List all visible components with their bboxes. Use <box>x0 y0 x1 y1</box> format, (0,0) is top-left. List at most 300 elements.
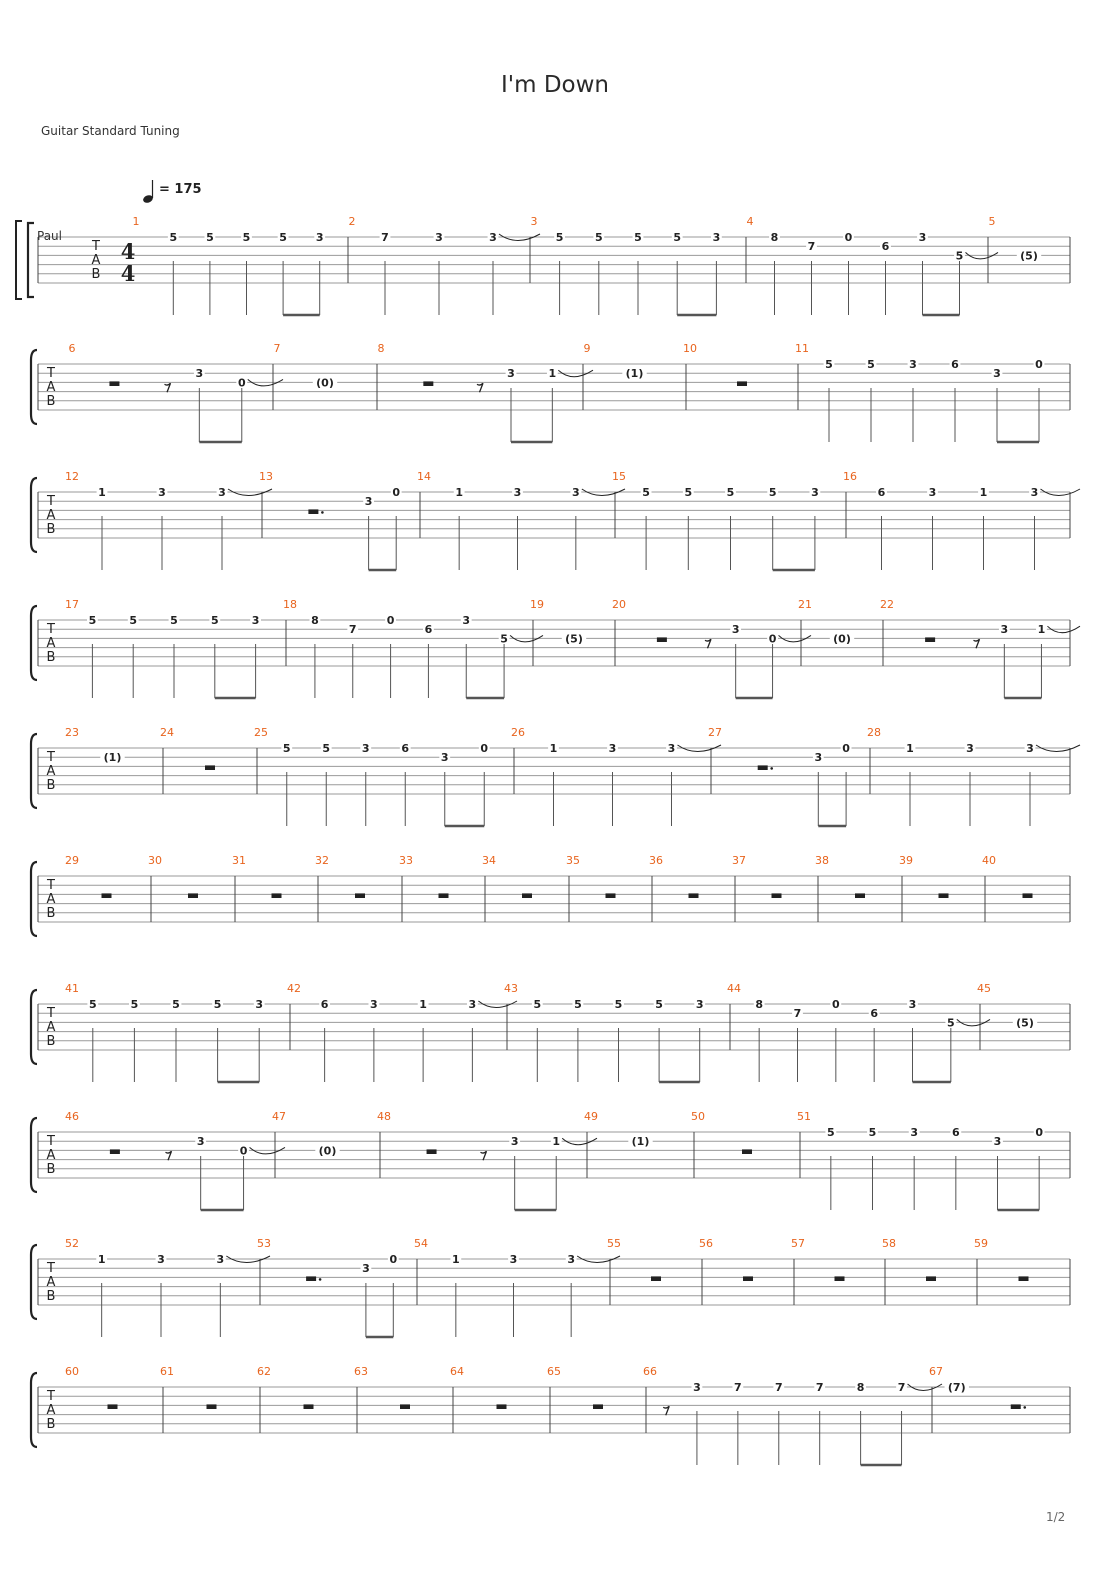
measure-number: 47 <box>272 1110 286 1123</box>
tab-clef-letter: B <box>46 650 56 665</box>
measure-number: 61 <box>160 1365 174 1378</box>
eighth-rest <box>477 383 483 392</box>
measure-number: 19 <box>530 598 544 611</box>
fret-number: 3 <box>468 998 477 1011</box>
tab-clef-letter: B <box>46 1162 56 1177</box>
measure-number: 33 <box>399 854 413 867</box>
fret-number: 8 <box>770 231 779 244</box>
fret-number: 7 <box>774 1381 783 1394</box>
measure-number: 54 <box>414 1237 428 1250</box>
measure <box>272 1110 380 1178</box>
fret-number: 0 <box>1035 1126 1043 1139</box>
tab-clef-letter: A <box>46 1148 56 1163</box>
fret-number: 7 <box>807 240 816 254</box>
fret-number: 5 <box>169 231 178 244</box>
measure-number: 31 <box>232 854 246 867</box>
tab-clef-letter: T <box>47 750 55 765</box>
measure-number: 7 <box>273 342 281 355</box>
half-rest <box>110 1149 120 1154</box>
measure-number: 22 <box>880 598 894 611</box>
measure-number: 62 <box>257 1365 271 1378</box>
fret-number: (1) <box>625 367 644 381</box>
fret-number: 3 <box>158 486 166 499</box>
measure <box>649 854 735 922</box>
fret-number: (5) <box>1020 249 1038 263</box>
fret-number: 5 <box>868 1126 877 1139</box>
time-signature-numerator: 4 <box>120 239 136 264</box>
measure-number: 56 <box>699 1237 713 1250</box>
tab-clef-letter: T <box>47 622 55 637</box>
measure-number: 38 <box>815 854 829 867</box>
fret-number: 1 <box>452 1253 460 1266</box>
fret-number: 3 <box>811 486 819 499</box>
measure-number: 2 <box>348 215 356 228</box>
dotted-half-rest <box>308 509 318 514</box>
fret-number: 3 <box>993 1135 1002 1149</box>
tab-clef <box>46 366 56 409</box>
measure <box>65 854 151 922</box>
measure-number: 14 <box>417 470 431 483</box>
fret-number: 3 <box>909 358 917 371</box>
fret-number: 5 <box>279 231 287 244</box>
measure <box>798 598 883 666</box>
half-rest <box>304 1404 314 1409</box>
measure-number: 46 <box>65 1110 79 1123</box>
tab-clef <box>46 1261 56 1304</box>
measure-number: 32 <box>315 854 329 867</box>
fret-number: 5 <box>634 231 642 244</box>
fret-number: 0 <box>480 742 489 755</box>
measure-number: 9 <box>583 342 591 355</box>
fret-number: 3 <box>928 486 937 499</box>
measure <box>974 1237 1070 1305</box>
measure <box>683 342 798 410</box>
tab-clef-letter: A <box>46 1275 56 1290</box>
fret-number: 5 <box>88 614 97 627</box>
fret-number: 0 <box>832 998 840 1011</box>
fret-number: 1 <box>98 486 106 499</box>
measure-number: 3 <box>530 215 538 228</box>
tab-clef-letter: A <box>46 508 56 523</box>
fret-number: 1 <box>548 367 557 381</box>
fret-number: 3 <box>195 367 204 381</box>
measure-number: 24 <box>160 726 174 739</box>
measure <box>791 1237 885 1305</box>
measure-number: 45 <box>977 982 991 995</box>
fret-number: 3 <box>731 623 740 637</box>
half-rest <box>593 1404 603 1409</box>
measure <box>584 1110 694 1178</box>
fret-number: 3 <box>966 742 974 755</box>
eighth-rest <box>663 1406 669 1415</box>
half-rest <box>689 893 699 898</box>
measure <box>982 854 1070 922</box>
tab-clef-letter: B <box>46 906 56 921</box>
half-rest <box>657 637 667 642</box>
fret-number: 7 <box>734 1381 742 1394</box>
measure-number: 37 <box>732 854 746 867</box>
rest-dot <box>770 767 773 770</box>
fret-number: 3 <box>216 1253 225 1266</box>
measure-number: 30 <box>148 854 162 867</box>
measure-number: 10 <box>683 342 697 355</box>
tab-clef-letter: A <box>46 1403 56 1418</box>
fret-number: 0 <box>389 1253 398 1266</box>
dotted-half-rest <box>758 765 768 770</box>
tab-clef-letter: A <box>91 253 101 268</box>
fret-number: 5 <box>206 231 214 244</box>
tab-clef-letter: T <box>47 1261 55 1276</box>
measure <box>732 854 818 922</box>
tab-clef <box>46 878 56 921</box>
tab-clef-letter: T <box>47 494 55 509</box>
tab-clef <box>46 1134 56 1177</box>
measure-number: 55 <box>607 1237 621 1250</box>
measure-number: 60 <box>65 1365 79 1378</box>
measure <box>607 1237 702 1305</box>
fret-number: 5 <box>955 249 964 263</box>
measure <box>977 982 1070 1050</box>
measure <box>315 854 402 922</box>
fret-number: (5) <box>1016 1016 1034 1030</box>
tab-clef-letter: A <box>46 1020 56 1035</box>
measure <box>547 1365 646 1433</box>
fret-number: 3 <box>695 998 704 1011</box>
measure-number: 49 <box>584 1110 598 1123</box>
half-rest <box>772 893 782 898</box>
fret-number: 3 <box>255 998 264 1011</box>
half-rest <box>108 1404 118 1409</box>
fret-number: 3 <box>370 998 378 1011</box>
fret-number: 5 <box>129 614 138 627</box>
measure-number: 34 <box>482 854 496 867</box>
tab-clef-letter: A <box>46 764 56 779</box>
measure-number: 57 <box>791 1237 805 1250</box>
fret-number: 5 <box>673 231 682 244</box>
tempo-value: = 175 <box>159 182 202 197</box>
tab-system <box>31 726 1080 826</box>
fret-number: 1 <box>1037 623 1046 637</box>
half-rest <box>1023 893 1033 898</box>
fret-number: 3 <box>251 614 260 627</box>
fret-number: 1 <box>552 1135 561 1149</box>
fret-number: 3 <box>510 1135 519 1149</box>
measure-number: 13 <box>259 470 273 483</box>
fret-number: 7 <box>897 1381 906 1394</box>
half-rest <box>939 893 949 898</box>
half-rest <box>606 893 616 898</box>
half-rest <box>522 893 532 898</box>
measure-number: 51 <box>797 1110 811 1123</box>
time-signature-denominator: 4 <box>120 261 136 286</box>
fret-number: 6 <box>424 623 433 637</box>
fret-number: 1 <box>419 998 427 1011</box>
fret-number: 3 <box>364 495 373 509</box>
measure-number: 20 <box>612 598 626 611</box>
tab-system <box>31 470 1080 570</box>
rest-dot <box>1023 1406 1026 1409</box>
tab-system <box>31 1365 1070 1465</box>
fret-number: 6 <box>870 1007 878 1021</box>
measure-number: 4 <box>746 215 754 228</box>
tempo-marking <box>142 180 201 204</box>
half-rest <box>205 765 215 770</box>
tab-system <box>16 180 1070 315</box>
system-bracket <box>31 606 37 680</box>
tab-clef-letter: T <box>47 1134 55 1149</box>
half-rest <box>925 637 935 642</box>
fret-number: 3 <box>509 1253 518 1266</box>
fret-number: 8 <box>856 1381 865 1394</box>
tab-clef-letter: B <box>46 1289 56 1304</box>
dotted-half-rest <box>306 1276 316 1281</box>
fret-number: 3 <box>693 1381 701 1394</box>
fret-number: 3 <box>908 998 917 1011</box>
fret-number: 5 <box>322 742 331 755</box>
fret-number: 3 <box>814 751 823 765</box>
fret-number: (1) <box>103 751 122 765</box>
measure-number: 29 <box>65 854 79 867</box>
tab-system <box>31 342 1070 442</box>
fret-number: 5 <box>282 742 291 755</box>
fret-number: 7 <box>815 1381 824 1394</box>
tab-clef <box>46 750 56 793</box>
measure <box>566 854 652 922</box>
measure-number: 17 <box>65 598 79 611</box>
tuning-label: Guitar Standard Tuning <box>41 124 180 138</box>
tab-system <box>31 982 1070 1082</box>
fret-number: 5 <box>768 486 777 499</box>
system-bracket <box>28 223 34 297</box>
fret-number: 5 <box>88 998 97 1011</box>
fret-number: 3 <box>440 751 449 765</box>
measure-number: 15 <box>612 470 626 483</box>
measure-number: 40 <box>982 854 996 867</box>
fret-number: 3 <box>608 742 617 755</box>
measure <box>354 1365 453 1433</box>
half-rest <box>439 893 449 898</box>
half-rest <box>497 1404 507 1409</box>
fret-number: 1 <box>549 742 558 755</box>
tab-clef-letter: B <box>46 522 56 537</box>
tab-clef <box>46 622 56 665</box>
fret-number: 1 <box>979 486 988 499</box>
measure <box>691 1110 800 1178</box>
half-rest <box>207 1404 217 1409</box>
fret-number: 0 <box>844 231 853 244</box>
fret-number: 7 <box>381 231 389 244</box>
fret-number: 5 <box>210 614 219 627</box>
tab-clef <box>46 494 56 537</box>
tab-clef-letter: B <box>46 394 56 409</box>
fret-number: 1 <box>906 742 914 755</box>
measure-number: 41 <box>65 982 79 995</box>
fret-number: 5 <box>533 998 542 1011</box>
fret-number: 5 <box>130 998 139 1011</box>
fret-number: 0 <box>386 614 395 627</box>
measure-number: 12 <box>65 470 79 483</box>
fret-number: 5 <box>655 998 663 1011</box>
tab-clef-letter: T <box>92 239 100 254</box>
fret-number: 3 <box>567 1253 575 1266</box>
tab-clef-letter: T <box>47 1389 55 1404</box>
eighth-rest <box>974 639 980 648</box>
system-bracket <box>31 350 37 424</box>
fret-number: 3 <box>362 1262 370 1276</box>
fret-number: 5 <box>684 486 693 499</box>
measure-number: 25 <box>254 726 268 739</box>
measure-number: 18 <box>283 598 297 611</box>
measure <box>232 854 318 922</box>
fret-number: 6 <box>881 240 890 254</box>
measure-number: 65 <box>547 1365 561 1378</box>
fret-number: 0 <box>392 486 401 499</box>
measure <box>699 1237 794 1305</box>
fret-number: 3 <box>1000 623 1009 637</box>
eighth-rest <box>166 1151 172 1160</box>
fret-number: 3 <box>918 231 927 244</box>
fret-number: 5 <box>242 231 251 244</box>
measure-number: 42 <box>287 982 301 995</box>
fret-number: 5 <box>555 231 564 244</box>
measure-number: 52 <box>65 1237 79 1250</box>
measure-number: 1 <box>132 215 140 228</box>
fret-number: 0 <box>237 376 246 390</box>
system-bracket <box>31 478 37 552</box>
tab-clef <box>46 1389 56 1432</box>
system-bracket <box>31 734 37 808</box>
fret-number: (0) <box>833 632 851 646</box>
fret-number: 1 <box>455 486 463 499</box>
fret-number: 3 <box>1030 486 1039 499</box>
fret-number: 6 <box>951 358 959 371</box>
half-rest <box>188 893 198 898</box>
fret-number: 3 <box>572 486 580 499</box>
tab-clef-letter: A <box>46 892 56 907</box>
half-rest <box>835 1276 845 1281</box>
fret-number: (1) <box>631 1135 650 1149</box>
system-bracket <box>31 862 37 936</box>
system-bracket <box>31 1245 37 1319</box>
rest-dot <box>321 511 324 514</box>
fret-number: 7 <box>348 623 357 637</box>
fret-number: 6 <box>952 1126 960 1139</box>
fret-number: (7) <box>947 1381 966 1394</box>
fret-number: 3 <box>993 367 1001 381</box>
measure-number: 44 <box>727 982 741 995</box>
measure <box>65 1365 163 1433</box>
measure <box>530 598 615 666</box>
measure-number: 23 <box>65 726 79 739</box>
tab-clef-letter: B <box>46 1034 56 1049</box>
tab-system <box>31 1110 1070 1210</box>
measure-number: 36 <box>649 854 663 867</box>
measure <box>148 854 235 922</box>
half-rest <box>1019 1276 1029 1281</box>
fret-number: 3 <box>910 1126 918 1139</box>
fret-number: 3 <box>507 367 515 381</box>
fret-number: 0 <box>768 632 777 646</box>
measure-number: 5 <box>988 215 996 228</box>
tab-system <box>31 598 1080 698</box>
measure <box>929 1365 1070 1433</box>
measure-number: 59 <box>974 1237 988 1250</box>
fret-number: 6 <box>320 998 329 1011</box>
eighth-rest <box>705 639 711 648</box>
half-rest <box>423 381 433 386</box>
measure <box>160 726 257 794</box>
fret-number: 0 <box>1035 358 1043 371</box>
group-bracket <box>16 221 22 299</box>
fret-number: 1 <box>97 1253 106 1266</box>
fret-number: 3 <box>315 231 324 244</box>
fret-number: 5 <box>172 998 180 1011</box>
half-rest <box>651 1276 661 1281</box>
measure-number: 48 <box>377 1110 391 1123</box>
half-rest <box>355 893 365 898</box>
fret-number: 5 <box>825 358 833 371</box>
tab-clef-letter: A <box>46 636 56 651</box>
fret-number: 3 <box>489 231 497 244</box>
fret-number: 3 <box>361 742 370 755</box>
measure-number: 26 <box>511 726 525 739</box>
fret-number: 6 <box>877 486 886 499</box>
fret-number: 5 <box>213 998 222 1011</box>
measure-number: 28 <box>867 726 881 739</box>
fret-number: (0) <box>316 376 334 390</box>
measure <box>450 1365 550 1433</box>
fret-number: 7 <box>793 1007 802 1021</box>
fret-number: 3 <box>712 231 721 244</box>
measure-number: 43 <box>504 982 518 995</box>
rest-dot <box>319 1278 322 1281</box>
measure-number: 64 <box>450 1365 464 1378</box>
tab-clef-letter: B <box>46 1417 56 1432</box>
fret-number: 5 <box>947 1016 955 1030</box>
fret-number: 3 <box>435 231 443 244</box>
tab-clef-letter: T <box>47 1006 55 1021</box>
measure <box>482 854 569 922</box>
measure <box>257 1365 357 1433</box>
fret-number: (5) <box>565 632 583 646</box>
tab-clef-letter: A <box>46 380 56 395</box>
measure-number: 53 <box>257 1237 271 1250</box>
measure-number: 63 <box>354 1365 368 1378</box>
fret-number: 3 <box>157 1253 165 1266</box>
measure-number: 35 <box>566 854 580 867</box>
fret-number: 5 <box>642 486 650 499</box>
fret-number: 5 <box>827 1126 835 1139</box>
measure <box>274 342 378 410</box>
page-number: 1/2 <box>1046 1510 1066 1524</box>
tab-clef-letter: T <box>47 366 55 381</box>
system-bracket <box>31 1118 37 1192</box>
measure <box>160 1365 260 1433</box>
fret-number: 3 <box>513 486 522 499</box>
tab-system <box>31 1237 1070 1337</box>
measure <box>399 854 485 922</box>
half-rest <box>855 893 865 898</box>
fret-number: 5 <box>614 998 623 1011</box>
measure-number: 39 <box>899 854 913 867</box>
tab-clef-letter: T <box>47 878 55 893</box>
fret-number: 5 <box>170 614 178 627</box>
fret-number: 5 <box>594 231 603 244</box>
measure <box>989 215 1071 283</box>
system-bracket <box>31 990 37 1064</box>
half-rest <box>272 893 282 898</box>
fret-number: (0) <box>318 1144 337 1158</box>
